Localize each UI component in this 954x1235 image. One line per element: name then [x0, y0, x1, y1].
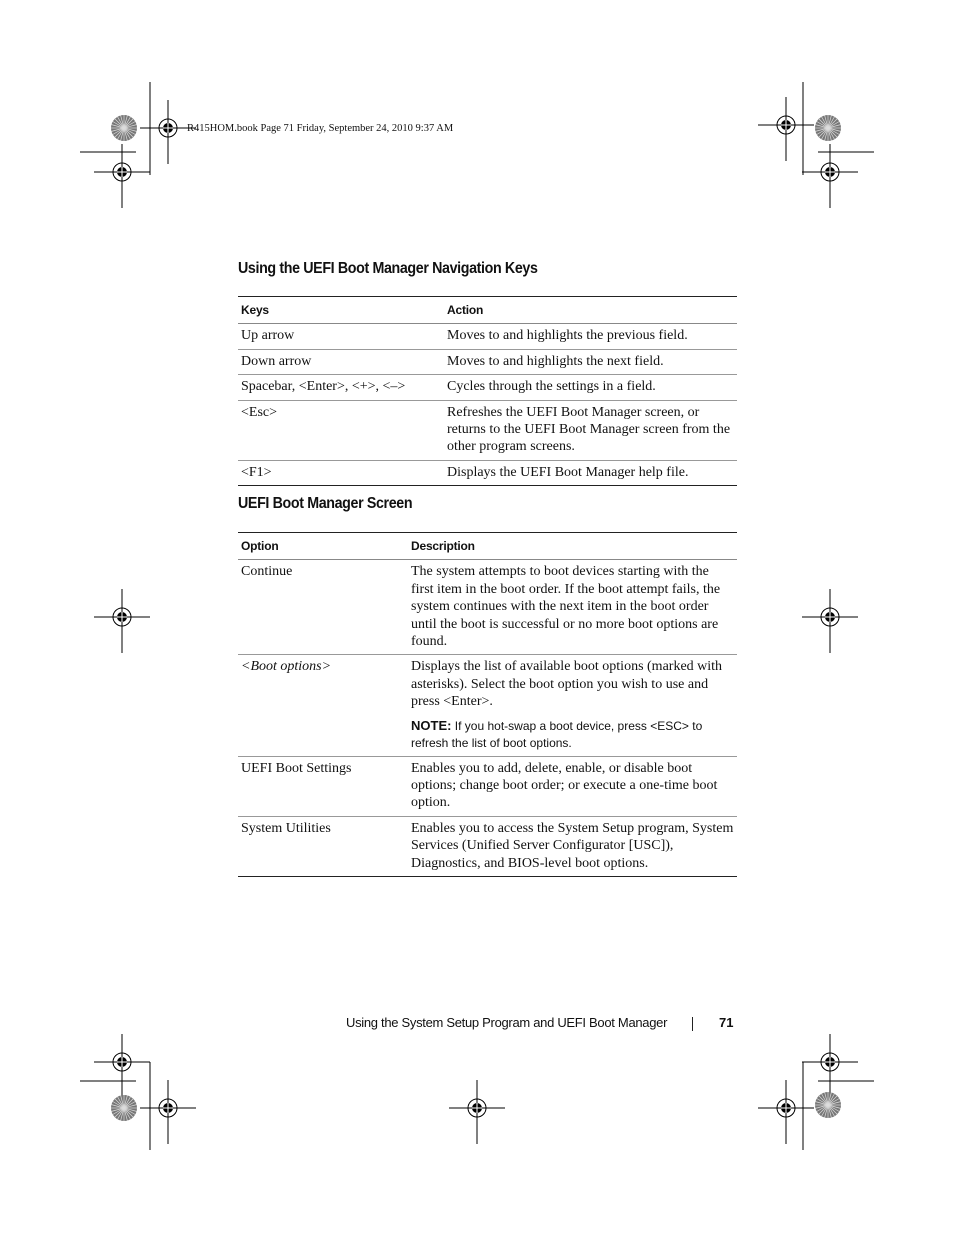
key-cell: Down arrow: [238, 349, 444, 374]
column-header: Option: [238, 533, 408, 560]
description-cell: Enables you to add, delete, enable, or disable boot options; change boot order; or execute a one-time boot option.: [408, 756, 737, 816]
key-cell: <F1>: [238, 460, 444, 485]
option-cell: UEFI Boot Settings: [238, 756, 408, 816]
description-cell: The system attempts to boot devices starting with the first item in the boot order. If the boot attempt fails, the system continues with the next item in the boot order until the boot is successful or no more boot options are found.: [408, 560, 737, 655]
table-row: [238, 460, 737, 485]
key-cell: <Esc>: [238, 400, 444, 460]
print-slug: R415HOM.book Page 71 Friday, September 24, 2010 9:37 AM: [187, 123, 454, 134]
action-cell: Refreshes the UEFI Boot Manager screen, or returns to the UEFI Boot Manager screen from the other program screens.: [444, 400, 737, 460]
column-header: Keys: [238, 297, 444, 324]
page-number: 71: [719, 1015, 734, 1030]
description-text: Displays the list of available boot options (marked with asterisks). Select the boot option you wish to use and press <Enter>.: [411, 659, 723, 710]
action-cell: Moves to and highlights the previous field.: [444, 324, 737, 349]
boot-manager-options-table: [238, 532, 737, 877]
footer-divider: [692, 1017, 693, 1031]
action-cell: Cycles through the settings in a field.: [444, 375, 737, 400]
key-cell: Spacebar, <Enter>, <+>, <–>: [238, 375, 444, 400]
table-row: [238, 816, 737, 876]
table-row: [238, 756, 737, 816]
navigation-keys-table: [238, 296, 737, 486]
note-text: If you hot-swap a boot device, press <ESC> to refresh the list of boot options.: [411, 718, 703, 750]
action-cell: Displays the UEFI Boot Manager help file.: [444, 460, 737, 485]
table-row: [238, 324, 737, 349]
option-cell: <Boot options>: [238, 655, 408, 756]
table-row: [238, 375, 737, 400]
note: [411, 717, 734, 752]
option-cell: System Utilities: [238, 816, 408, 876]
table-row: [238, 560, 737, 655]
table-row: [238, 655, 737, 756]
action-cell: Moves to and highlights the next field.: [444, 349, 737, 374]
description-cell: [408, 655, 737, 756]
column-header: Description: [408, 533, 737, 560]
table-header-row: [238, 533, 737, 560]
key-cell: Up arrow: [238, 324, 444, 349]
note-label: NOTE:: [411, 717, 452, 733]
option-cell: Continue: [238, 560, 408, 655]
table-row: [238, 400, 737, 460]
footer-chapter-title: Using the System Setup Program and UEFI Boot Manager: [346, 1015, 668, 1030]
section-heading-boot-manager-screen: UEFI Boot Manager Screen: [238, 495, 413, 512]
section-heading-navigation-keys: Using the UEFI Boot Manager Navigation Keys: [238, 260, 538, 277]
column-header: Action: [444, 297, 737, 324]
table-header-row: [238, 297, 737, 324]
table-row: [238, 349, 737, 374]
description-cell: Enables you to access the System Setup program, System Services (Unified Server Configurator [USC]), Diagnostics, and BIOS-level boot options.: [408, 816, 737, 876]
